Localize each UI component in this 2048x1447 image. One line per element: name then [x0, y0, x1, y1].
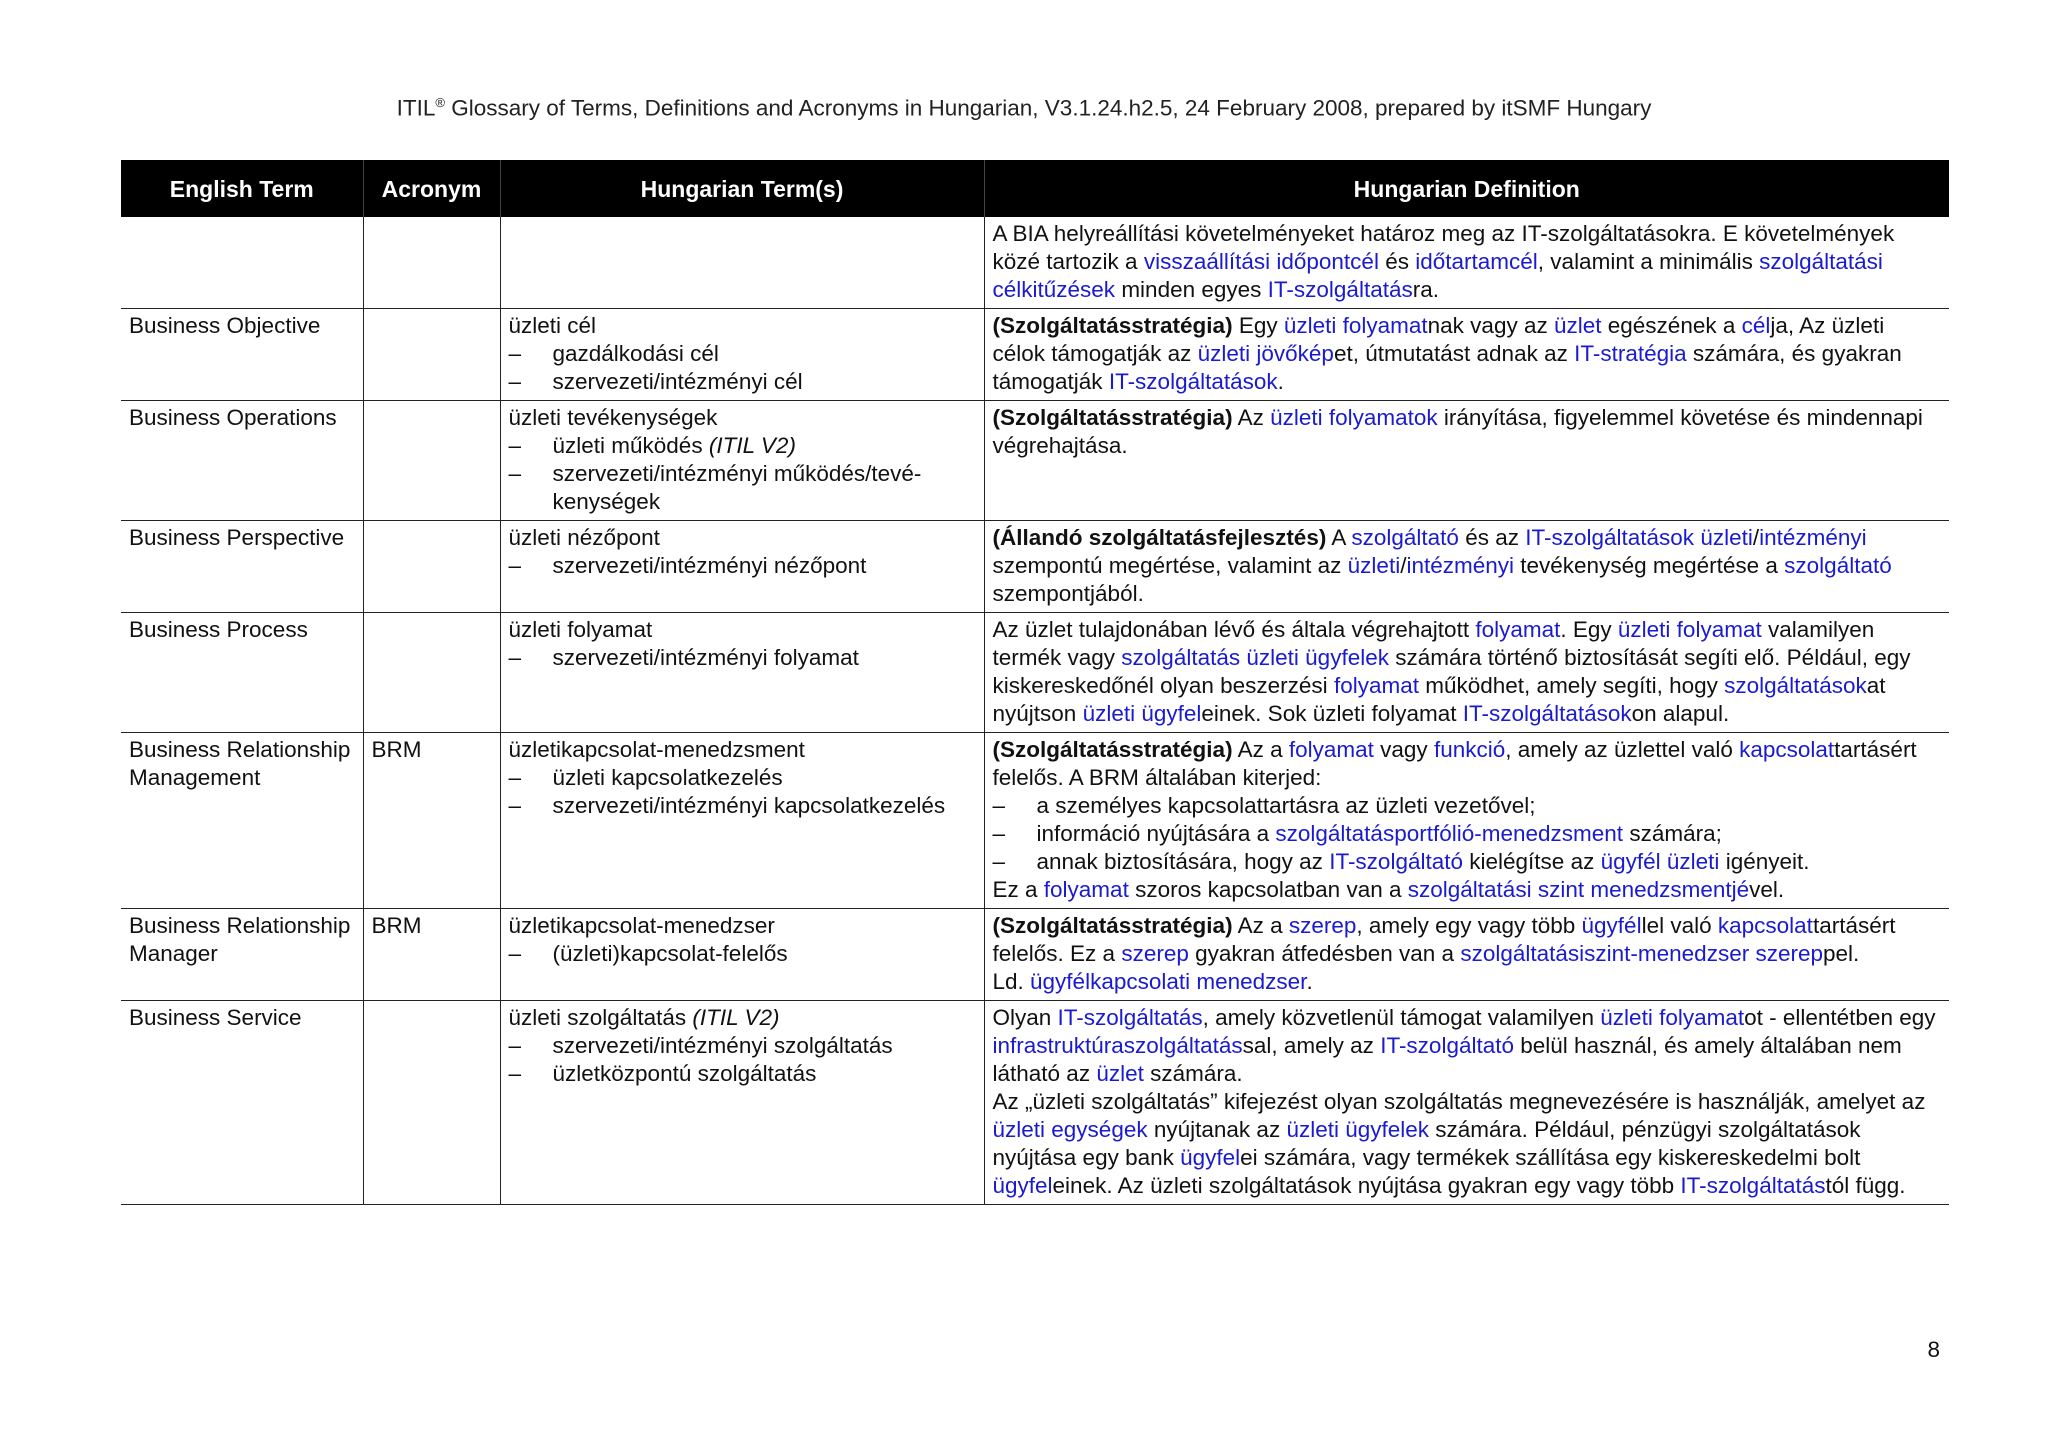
- glossary-link[interactable]: időtartamcél: [1415, 249, 1538, 274]
- definition-text: ja, Az üzleti célok támogatják az: [992, 313, 1885, 366]
- alternative-term-text: üzleti kapcsolatkezelés: [552, 765, 783, 790]
- definition-text: nyújtanak az: [1147, 1117, 1287, 1142]
- glossary-link[interactable]: szolgáltatási szint menedzsment: [1407, 877, 1732, 902]
- acronym: [363, 217, 500, 309]
- definition-text: számára.: [1143, 1061, 1243, 1086]
- hungarian-main-term: [509, 912, 976, 940]
- definition-text: .: [1277, 369, 1284, 394]
- definition-category: (Szolgáltatásstratégia): [992, 405, 1233, 430]
- definition-text: Az üzlet tulajdonában lévő és általa végrehajtott: [992, 617, 1476, 642]
- alternative-term: [509, 368, 976, 396]
- definition-text: , amely az üzlettel való: [1505, 737, 1740, 762]
- glossary-link[interactable]: IT-szolgáltatások: [1525, 525, 1695, 550]
- hungarian-main-term: [509, 524, 976, 552]
- glossary-link[interactable]: üzleti ügyfel: [1082, 701, 1202, 726]
- hungarian-main-text: üzletikapcsolat-menedzsment: [508, 737, 805, 762]
- table-row: [121, 401, 1949, 521]
- column-header: English Term: [121, 160, 363, 217]
- alternative-term-text: szervezeti/intézményi folyamat: [552, 645, 859, 670]
- definition-text: nak vagy az: [1427, 313, 1554, 338]
- glossary-link[interactable]: szolgáltató: [1784, 553, 1892, 578]
- glossary-link[interactable]: szerep: [1755, 941, 1824, 966]
- glossary-link[interactable]: folyamat: [1043, 877, 1129, 902]
- glossary-table: [121, 160, 1949, 1205]
- alternative-term-text: (üzleti)kapcsolat-felelős: [552, 941, 788, 966]
- glossary-link[interactable]: intézményi: [1759, 525, 1867, 550]
- glossary-link[interactable]: üzleti: [1666, 849, 1720, 874]
- table-row: [121, 309, 1949, 401]
- definition-text: igényeit.: [1719, 849, 1810, 874]
- glossary-link[interactable]: szolgáltató: [1351, 525, 1459, 550]
- definition-category: (Szolgáltatásstratégia): [992, 737, 1233, 762]
- glossary-link[interactable]: szerep: [1121, 941, 1189, 966]
- alternative-term: [509, 1032, 976, 1060]
- definition-text: A BIA helyreállítási követelményeket határoz meg az IT-szolgáltatásokra. E követelmények közé tartozik a: [992, 221, 1895, 274]
- glossary-link[interactable]: ügyfél: [1581, 913, 1642, 938]
- definition-text: , amely közvetlenül támogat valamilyen: [1202, 1005, 1601, 1030]
- definition-text: /: [1400, 553, 1407, 578]
- definition-text: tól függ.: [1825, 1173, 1906, 1198]
- definition-text: . Egy: [1560, 617, 1618, 642]
- glossary-link[interactable]: infrastruktúraszolgáltatás: [992, 1033, 1243, 1058]
- definition-text: irányítása, figyelemmel követése és mindennapi végrehajtása.: [992, 405, 1923, 458]
- definition-text: belül használ, és amely általában nem látható az: [992, 1033, 1902, 1086]
- version-note: (ITIL V2): [692, 1005, 780, 1030]
- definition-text: Ld.: [992, 969, 1031, 994]
- definition-text: számára, és gyakran támogatják: [992, 341, 1902, 394]
- definition-text: einek. Sok üzleti folyamat: [1201, 701, 1463, 726]
- definition-text: , valamint a minimális: [1537, 249, 1760, 274]
- definition-text: Az „üzleti szolgáltatás” kifejezést olyan szolgáltatás megnevezésére is használják, amelyet az: [992, 1089, 1926, 1114]
- glossary-link[interactable]: üzleti: [1700, 525, 1753, 550]
- glossary-link[interactable]: üzlet: [1096, 1061, 1144, 1086]
- definition-text: minden egyes: [1115, 277, 1268, 302]
- english-term: Business Perspective: [121, 521, 363, 613]
- definition-text: számára. Például, pénzügyi szolgáltatások nyújtása egy bank: [992, 1117, 1861, 1170]
- alternative-term-text: szervezeti/intézményi cél: [552, 369, 803, 394]
- glossary-link[interactable]: visszaállítási időpontcél: [1143, 249, 1379, 274]
- glossary-link[interactable]: üzlet: [1553, 313, 1602, 338]
- hungarian-main-text: üzleti tevékenységek: [508, 405, 718, 430]
- page-header: [0, 95, 2048, 122]
- glossary-link[interactable]: folyamat: [1333, 673, 1419, 698]
- glossary-link[interactable]: üzleti ügyfelek: [1246, 645, 1389, 670]
- glossary-link[interactable]: cél: [1741, 313, 1771, 338]
- definition-text: szoros kapcsolatban van a: [1128, 877, 1408, 902]
- definition-text: Az: [1232, 405, 1271, 430]
- glossary-link[interactable]: IT-szolgáltatások: [1108, 369, 1278, 394]
- english-term: Business Relationship Manager: [121, 909, 363, 1001]
- definition-paragraph: [993, 876, 1942, 904]
- definition-text: számára történő biztosítását segíti elő. Például, egy kiskereskedőnél olyan beszerzési: [992, 645, 1911, 698]
- english-term: Business Operations: [121, 401, 363, 521]
- glossary-link[interactable]: IT-szolgáltatás: [1680, 1173, 1826, 1198]
- definition-text: /: [1752, 525, 1760, 550]
- alternative-term: [509, 432, 976, 460]
- header-title: Glossary of Terms, Definitions and Acronyms in Hungarian, V3.1.24.h2.5, 24 February 2008, prepared by itSMF Hungary: [444, 95, 1652, 121]
- hungarian-terms: [500, 521, 984, 613]
- glossary-link[interactable]: üzleti folyamat: [1600, 1005, 1745, 1030]
- glossary-link[interactable]: IT-szolgáltató: [1380, 1033, 1515, 1058]
- english-term: [121, 217, 363, 309]
- table-row: [121, 733, 1949, 909]
- table-row: [121, 217, 1949, 309]
- hungarian-definition: [984, 217, 1949, 309]
- column-header: Acronym: [363, 160, 500, 217]
- table-row: [121, 613, 1949, 733]
- glossary-link[interactable]: IT-szolgáltatások: [1462, 701, 1632, 726]
- table-row: [121, 1001, 1949, 1205]
- definition-text: tartásért felelős. A BRM általában kiterjed:: [992, 737, 1917, 790]
- definition-text: , amely egy vagy több: [1356, 913, 1582, 938]
- acronym: [363, 521, 500, 613]
- glossary-link[interactable]: üzleti folyamat: [1283, 313, 1428, 338]
- definition-paragraph: [993, 404, 1942, 460]
- acronym: [363, 309, 500, 401]
- glossary-link[interactable]: IT-szolgáltató: [1329, 849, 1464, 874]
- definition-text: annak biztosítására, hogy az: [1036, 849, 1330, 874]
- definition-text: információ nyújtására a: [1036, 821, 1276, 846]
- hungarian-definition: [984, 401, 1949, 521]
- alternative-term: [509, 460, 976, 516]
- definition-text: lel való: [1641, 913, 1718, 938]
- alternative-term-text: szervezeti/intézményi kapcsolatkezelés: [552, 793, 946, 818]
- alternative-terms: [509, 644, 976, 672]
- hungarian-terms: [500, 733, 984, 909]
- table-body: [121, 217, 1949, 1205]
- definition-text: működhet, amely segíti, hogy: [1418, 673, 1725, 698]
- glossary-link[interactable]: szolgáltatási célkitűzések: [992, 249, 1883, 302]
- hungarian-terms: [500, 613, 984, 733]
- english-term: Business Objective: [121, 309, 363, 401]
- definition-category: (Állandó szolgáltatásfejlesztés): [992, 525, 1327, 550]
- column-header: Hungarian Definition: [984, 160, 1949, 217]
- definition-paragraph: [993, 912, 1942, 996]
- definition-paragraph: [993, 220, 1942, 304]
- hungarian-main-text: üzleti cél: [508, 313, 597, 338]
- definition-text: sal, amely az: [1242, 1033, 1381, 1058]
- definition-text: szempontjából.: [992, 581, 1144, 606]
- alternative-term: [509, 764, 976, 792]
- definition-paragraph: [993, 524, 1942, 608]
- definition-text: et, útmutatást adnak az: [1333, 341, 1575, 366]
- definition-list: [993, 792, 1942, 876]
- alternative-term-text: szervezeti/intézményi működés/tevékenységek: [552, 461, 922, 514]
- definition-text: egészének a: [1601, 313, 1742, 338]
- glossary-link[interactable]: szolgáltatás: [1121, 645, 1241, 670]
- hungarian-definition: [984, 613, 1949, 733]
- definition-text: tartásért felelős. Ez a: [992, 913, 1896, 966]
- definition-text: Az a: [1232, 737, 1289, 762]
- definition-text: számára;: [1623, 821, 1722, 846]
- glossary-link[interactable]: IT-stratégia: [1574, 341, 1687, 366]
- glossary-link[interactable]: üzleti ügyfelek: [1286, 1117, 1430, 1142]
- hungarian-definition: [984, 733, 1949, 909]
- definition-text: gyakran átfedésben van a: [1188, 941, 1461, 966]
- definition-text: vagy: [1373, 737, 1434, 762]
- glossary-link[interactable]: IT-szolgáltatás: [1267, 277, 1413, 302]
- alternative-term: [509, 1060, 976, 1088]
- alternative-terms: [509, 940, 976, 968]
- definition-paragraph: [993, 1004, 1942, 1200]
- glossary-link[interactable]: jé: [1731, 877, 1750, 902]
- alternative-terms: [509, 432, 976, 516]
- definition-text: on alapul.: [1631, 701, 1730, 726]
- definition-text: szempontú megértése, valamint az: [992, 553, 1348, 578]
- glossary-link[interactable]: ügyfél: [1600, 849, 1661, 874]
- hungarian-definition: [984, 1001, 1949, 1205]
- glossary-link[interactable]: ügyfel: [992, 1173, 1053, 1198]
- hungarian-definition: [984, 309, 1949, 401]
- definition-text: tevékenység megértése a: [1514, 553, 1785, 578]
- definition-text: A: [1326, 525, 1352, 550]
- glossary-link[interactable]: üzleti egységek: [992, 1117, 1148, 1142]
- glossary-link[interactable]: szolgáltatásportfólió-menedzsment: [1275, 821, 1624, 846]
- hungarian-terms: [500, 309, 984, 401]
- definition-text: vel.: [1749, 877, 1785, 902]
- hungarian-main-text: üzleti folyamat: [508, 617, 653, 642]
- alternative-term: [509, 792, 976, 820]
- alternative-term-text: üzletközpontú szolgáltatás: [552, 1061, 817, 1086]
- alternative-term-text: szervezeti/intézményi nézőpont: [552, 553, 867, 578]
- definition-list-item: [993, 848, 1942, 876]
- definition-category: (Szolgáltatásstratégia): [992, 913, 1233, 938]
- alternative-term: [509, 940, 976, 968]
- alternative-terms: [509, 552, 976, 580]
- acronym: [363, 613, 500, 733]
- definition-list-item: [993, 820, 1942, 848]
- alternative-terms: [509, 1032, 976, 1088]
- alternative-term-text: üzleti működés: [552, 433, 709, 458]
- glossary-link[interactable]: kapcsolat: [1739, 737, 1835, 762]
- registered-mark: ®: [435, 95, 445, 110]
- hungarian-terms: [500, 1001, 984, 1205]
- definition-paragraph: [993, 736, 1942, 792]
- acronym: BRM: [363, 733, 500, 909]
- definition-text: és: [1378, 249, 1416, 274]
- definition-text: valamilyen termék vagy: [992, 617, 1875, 670]
- hungarian-main-term: [509, 1004, 976, 1032]
- glossary-link[interactable]: szolgáltatásiszint-menedzser: [1460, 941, 1750, 966]
- table-header-row: [121, 160, 1949, 217]
- alternative-term-text: gazdálkodási cél: [552, 341, 719, 366]
- hungarian-definition: [984, 909, 1949, 1001]
- glossary-link[interactable]: szolgáltatások: [1724, 673, 1867, 698]
- alternative-term: [509, 644, 976, 672]
- definition-text: .: [1306, 969, 1313, 994]
- hungarian-terms: [500, 401, 984, 521]
- hungarian-main-text: üzleti nézőpont: [508, 525, 660, 550]
- glossary-link[interactable]: funkció: [1433, 737, 1506, 762]
- definition-text: Ez a: [992, 877, 1044, 902]
- table-row: [121, 909, 1949, 1001]
- definition-paragraph: [993, 616, 1942, 728]
- english-term: Business Relationship Management: [121, 733, 363, 909]
- glossary-link[interactable]: üzleti jövőkép: [1197, 341, 1334, 366]
- glossary-link[interactable]: folyamat: [1288, 737, 1374, 762]
- hungarian-terms: [500, 217, 984, 309]
- definition-paragraph: [993, 312, 1942, 396]
- glossary-link[interactable]: intézményi: [1406, 553, 1515, 578]
- definition-text: einek. Az üzleti szolgáltatások nyújtása gyakran egy vagy több: [1052, 1173, 1681, 1198]
- alternative-terms: [509, 340, 976, 396]
- glossary-link[interactable]: kapcsolat: [1717, 913, 1813, 938]
- definition-text: ei számára, vagy termékek szállítása egy kiskereskedelmi bolt: [1240, 1145, 1861, 1170]
- table-row: [121, 521, 1949, 613]
- page-number: 8: [1927, 1337, 1940, 1362]
- glossary-link[interactable]: ügyfel: [1180, 1145, 1241, 1170]
- definition-text: Olyan: [992, 1005, 1058, 1030]
- hungarian-main-term: [509, 736, 976, 764]
- header-prefix: ITIL: [396, 95, 436, 121]
- definition-text: kielégítse az: [1463, 849, 1601, 874]
- english-term: Business Process: [121, 613, 363, 733]
- definition-list-item: [993, 792, 1942, 820]
- definition-text: at nyújtson: [992, 673, 1886, 726]
- hungarian-main-term: [509, 404, 976, 432]
- english-term: Business Service: [121, 1001, 363, 1205]
- hungarian-definition: [984, 521, 1949, 613]
- definition-category: (Szolgáltatásstratégia): [992, 313, 1233, 338]
- alternative-term: [509, 340, 976, 368]
- definition-text: a személyes kapcsolattartásra az üzleti vezetővel;: [1036, 793, 1536, 818]
- acronym: [363, 401, 500, 521]
- alternative-terms: [509, 764, 976, 820]
- hungarian-main-text: üzletikapcsolat-menedzser: [508, 913, 775, 938]
- definition-text: Az a: [1232, 913, 1289, 938]
- glossary-link[interactable]: üzleti folyamatok: [1270, 405, 1438, 430]
- acronym: BRM: [363, 909, 500, 1001]
- definition-text: és az: [1458, 525, 1526, 550]
- alternative-term-text: szervezeti/intézményi szolgáltatás: [552, 1033, 893, 1058]
- glossary-link[interactable]: ügyfélkapcsolati menedzser: [1030, 969, 1307, 994]
- glossary-link[interactable]: IT-szolgáltatás: [1057, 1005, 1203, 1030]
- hungarian-main-term: [509, 312, 976, 340]
- definition-text: Egy: [1232, 313, 1284, 338]
- alternative-term: [509, 552, 976, 580]
- column-header: Hungarian Term(s): [500, 160, 984, 217]
- hungarian-terms: [500, 909, 984, 1001]
- glossary-link[interactable]: üzleti folyamat: [1617, 617, 1762, 642]
- glossary-link[interactable]: folyamat: [1475, 617, 1561, 642]
- definition-text: ot - ellentétben egy: [1744, 1005, 1936, 1030]
- version-note: (ITIL V2): [708, 433, 796, 458]
- glossary-link[interactable]: szerep: [1288, 913, 1357, 938]
- glossary-link[interactable]: üzleti: [1347, 553, 1401, 578]
- hungarian-main-text: üzleti szolgáltatás: [508, 1005, 693, 1030]
- definition-text: pel.: [1823, 941, 1860, 966]
- acronym: [363, 1001, 500, 1205]
- definition-text: ra.: [1412, 277, 1439, 302]
- hungarian-main-term: [509, 616, 976, 644]
